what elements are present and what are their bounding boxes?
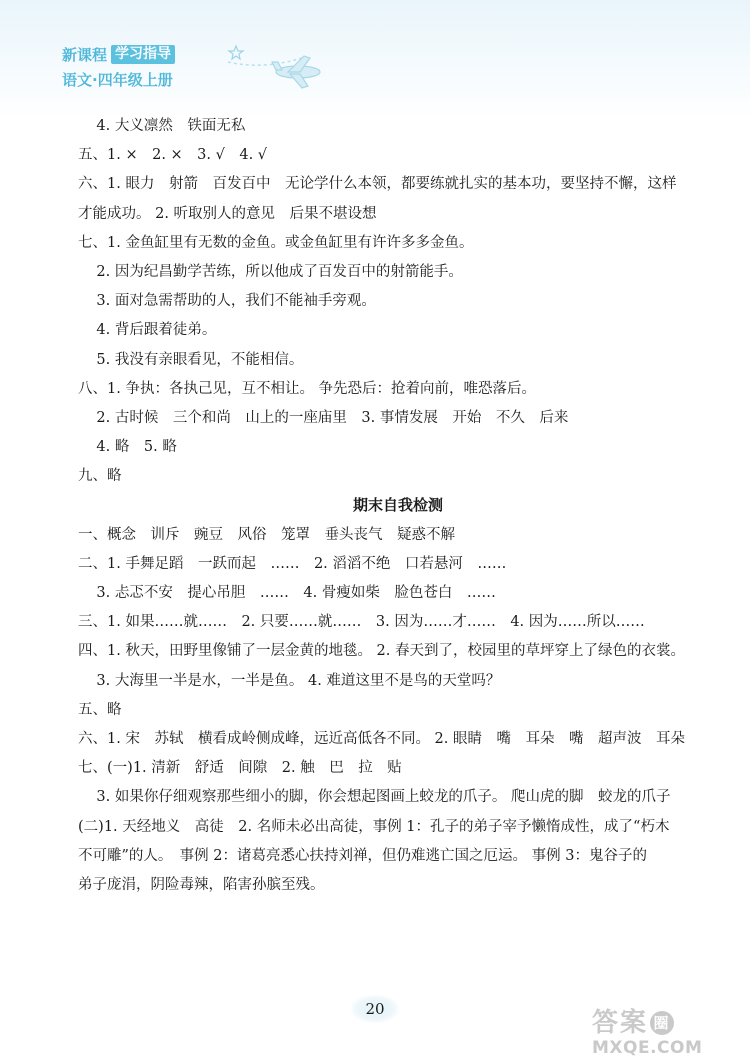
answer-content bbox=[78, 112, 708, 900]
watermark-circle: 圈 bbox=[650, 1011, 674, 1035]
answer-line: 五、略 bbox=[78, 701, 122, 718]
page-number: 20 bbox=[351, 995, 399, 1023]
brand-tag: 学习指导 bbox=[111, 45, 175, 64]
subject-title: 语文·四年级上册 bbox=[62, 71, 173, 89]
answer-line: (二)1. 天经地义 高徒 2. 名师未必出高徒，事例 1：孔子的弟子宰予懒惰成性，成了“朽木 bbox=[78, 818, 670, 835]
answer-line: 一、概念 训斥 豌豆 风俗 笼罩 垂头丧气 疑惑不解 bbox=[78, 526, 455, 543]
answer-line: 六、1. 宋 苏轼 横看成岭侧成峰，远近高低各不同。 2. 眼睛 嘴 耳朵 嘴 超声波 耳朵 bbox=[78, 730, 685, 747]
watermark bbox=[592, 1008, 742, 1060]
answer-line: 4. 略 5. 略 bbox=[78, 439, 177, 456]
brand-name: 新课程 bbox=[62, 46, 108, 64]
answer-line: 四、1. 秋天，田野里像铺了一层金黄的地毯。 2. 春天到了，校园里的草坪穿上了绿色的衣裳。 bbox=[78, 643, 685, 660]
answer-line: 弟子庞涓，阴险毒辣，陷害孙膑至残。 bbox=[78, 876, 325, 893]
answer-line: 不可雕”的人。 事例 2：诸葛亮悉心扶持刘禅，但仍难逃亡国之厄运。 事例 3：鬼谷子的 bbox=[78, 847, 647, 864]
watermark-logo-text: 答案 bbox=[592, 1008, 649, 1038]
section-title: 期末自我检测 bbox=[352, 496, 443, 515]
answer-line: 5. 我没有亲眼看见，不能相信。 bbox=[78, 351, 304, 368]
watermark-logo bbox=[592, 1008, 742, 1038]
star-icon bbox=[229, 46, 243, 59]
answer-line: 4. 背后跟着徒弟。 bbox=[78, 322, 217, 339]
answer-line: 3. 忐忑不安 提心吊胆 …… 4. 骨瘦如柴 脸色苍白 …… bbox=[78, 585, 496, 601]
answer-line: 3. 面对急需帮助的人，我们不能袖手旁观。 bbox=[78, 293, 376, 310]
answer-line: 七、1. 金鱼缸里有无数的金鱼。或金鱼缸里有许许多多金鱼。 bbox=[78, 234, 474, 251]
answer-line: 才能成功。 2. 听取别人的意见 后果不堪设想 bbox=[78, 205, 377, 222]
answer-line: 3. 如果你仔细观察那些细小的脚，你会想起图画上蛟龙的爪子。 爬山虎的脚 蛟龙的爪子 bbox=[78, 789, 671, 806]
answer-line: 2. 古时候 三个和尚 山上的一座庙里 3. 事情发展 开始 不久 后来 bbox=[78, 409, 569, 426]
watermark-url: MXQE.COM bbox=[592, 1038, 703, 1058]
answer-line: 4. 大义凛然 铁面无私 bbox=[78, 118, 246, 134]
brand-line bbox=[62, 44, 175, 65]
airplane-icon bbox=[222, 40, 332, 100]
answer-line: 二、1. 手舞足蹈 一跃而起 …… 2. 滔滔不绝 口若悬河 …… bbox=[78, 555, 507, 572]
answer-line: 三、1. 如果……就…… 2. 只要……就…… 3. 因为……才…… 4. 因为……所以…… bbox=[78, 614, 645, 631]
answer-line: 七、(一)1. 清新 舒适 间隙 2. 触 巴 拉 贴 bbox=[78, 760, 402, 777]
answer-line: 八、1. 争执：各执己见，互不相让。 争先恐后：抢着向前，唯恐落后。 bbox=[78, 380, 537, 397]
answer-line: 五、1. × 2. × 3. √ 4. √ bbox=[78, 147, 268, 164]
answer-line: 3. 大海里一半是水，一半是鱼。 4. 难道这里不是鸟的天堂吗？ bbox=[78, 672, 501, 689]
book-header bbox=[62, 44, 175, 90]
answer-line: 九、略 bbox=[78, 468, 122, 485]
answer-line: 六、1. 眼力 射箭 百发百中 无论学什么本领，都要练就扎实的基本功，要坚持不懈，这样 bbox=[78, 176, 677, 193]
answer-line: 2. 因为纪昌勤学苦练，所以他成了百发百中的射箭能手。 bbox=[78, 263, 463, 280]
